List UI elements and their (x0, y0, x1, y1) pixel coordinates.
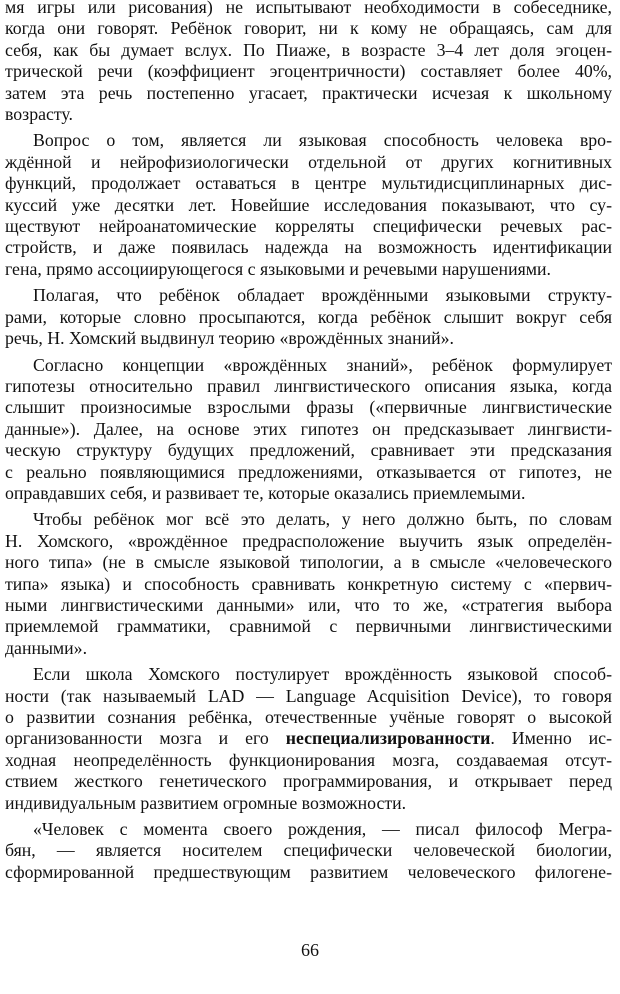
text-line: Согласно концепции «врождённых знаний», ребёнок формулирует (33, 354, 612, 375)
text-line: слышит произносимые взрослыми фразы («первичные лингвистические (5, 397, 612, 418)
text-line: данные»). Далее, на основе этих гипотез он предсказывает лингвисти- (5, 418, 612, 439)
paragraph-2 (5, 130, 612, 280)
text-line: когда они говорят. Ребёнок говорит, ни к кому не обращаясь, сам для (5, 18, 612, 39)
paragraph-1 (5, 0, 612, 125)
text-line: стройств, и даже появилась надежда на возможность идентификации (5, 237, 612, 258)
text-line: функций, продолжает оставаться в центре мультидисциплинарных дис- (5, 173, 612, 194)
text-line: Полагая, что ребёнок обладает врождёнными языковыми структу- (33, 285, 612, 306)
text-line: рами, которые словно просыпаются, когда ребёнок слышит вокруг себя (5, 306, 612, 327)
text-line: трической речи (коэффициент эгоцентричности) составляет более 40%, (5, 61, 612, 82)
text-line: себя, как бы думает вслух. По Пиаже, в возрасте 3–4 лет доля эгоцен- (5, 39, 612, 60)
paragraph-5 (5, 509, 612, 659)
text-line: Чтобы ребёнок мог всё это делать, у него должно быть, по словам (33, 509, 612, 530)
text-line: организованности мозга и его неспециализированности. Именно ис- (5, 728, 612, 749)
text-line: ческую структуру будущих предложений, сравнивает эти предсказания (5, 440, 612, 461)
text-line: с реально появляющимися предложениями, отказывается от гипотез, не (5, 461, 612, 482)
paragraph-6 (5, 664, 612, 814)
text-line: данными». (5, 637, 88, 658)
text-line: ного типа» (не в смысле языковой типологии, а в смысле «человеческого (5, 552, 612, 573)
text-line: ствием жесткого генетического программирования, и открывает перед (5, 771, 612, 792)
paragraph-4 (5, 355, 612, 505)
text-line: «Человек с момента своего рождения, — писал философ Мегра- (33, 819, 612, 840)
text-line: Н. Хомского, «врождённое предрасположение выучить язык определён- (5, 530, 612, 551)
text-line: ществуют нейроанатомические корреляты специфически речевых рас- (5, 216, 612, 237)
bold-emphasis: неспециализированности (285, 728, 491, 749)
text-line: индивидуальным развитием огромные возможности. (5, 792, 407, 813)
text-line: ходная неопределённость функционирования мозга, создаваемая отсут- (5, 749, 612, 770)
text-line: типа» языка) и способность сравнивать конкретную систему с «первич- (5, 573, 612, 594)
text-line: мя игры или рисования) не испытывают необходимости в собеседнике, (5, 0, 612, 17)
text-line: ждённой и нейрофизиологически отдельной от других когнитивных (5, 151, 612, 172)
text-line: Вопрос о том, является ли языковая способность человека вро- (33, 130, 612, 151)
text-line: гена, прямо ассоциирующегося с языковыми и речевыми нарушениями. (5, 258, 551, 279)
page-number: 66 (301, 940, 319, 960)
text-line: гипотезы относительно правил лингвистического описания языка, когда (5, 375, 612, 396)
book-page (5, 0, 612, 994)
text-line: затем эта речь постепенно угасает, практически исчезая к школьному (5, 82, 612, 103)
text-line: о развитии сознания ребёнка, отечественные учёные говорят о высокой (5, 707, 612, 727)
text-line: куссий уже десятки лет. Новейшие исследования показывают, что су- (5, 194, 612, 215)
text-line: речь, Н. Хомский выдвинул теорию «врождённых знаний». (5, 328, 454, 349)
text-line: ности (так называемый LAD — Language Acquisition Device), то говоря (5, 685, 612, 706)
text-line: ными лингвистическими данными» или, что то же, «стратегия выбора (5, 594, 612, 615)
text-line: приемлемой грамматики, сравнимой с первичными лингвистическими (5, 616, 612, 637)
text-line: оправдавших себя, и развивает те, которые оказались приемлемыми. (5, 482, 526, 503)
paragraph-7 (5, 819, 612, 883)
text-line: бян, — является носителем специфически человеческой биологии, (5, 840, 612, 861)
text-line: сформированной предшествующим развитием человеческого филогене- (5, 861, 612, 882)
text-line: возрасту. (5, 104, 73, 125)
text-line: Если школа Хомского постулирует врождённость языковой способ- (33, 664, 612, 685)
paragraph-3 (5, 285, 612, 349)
